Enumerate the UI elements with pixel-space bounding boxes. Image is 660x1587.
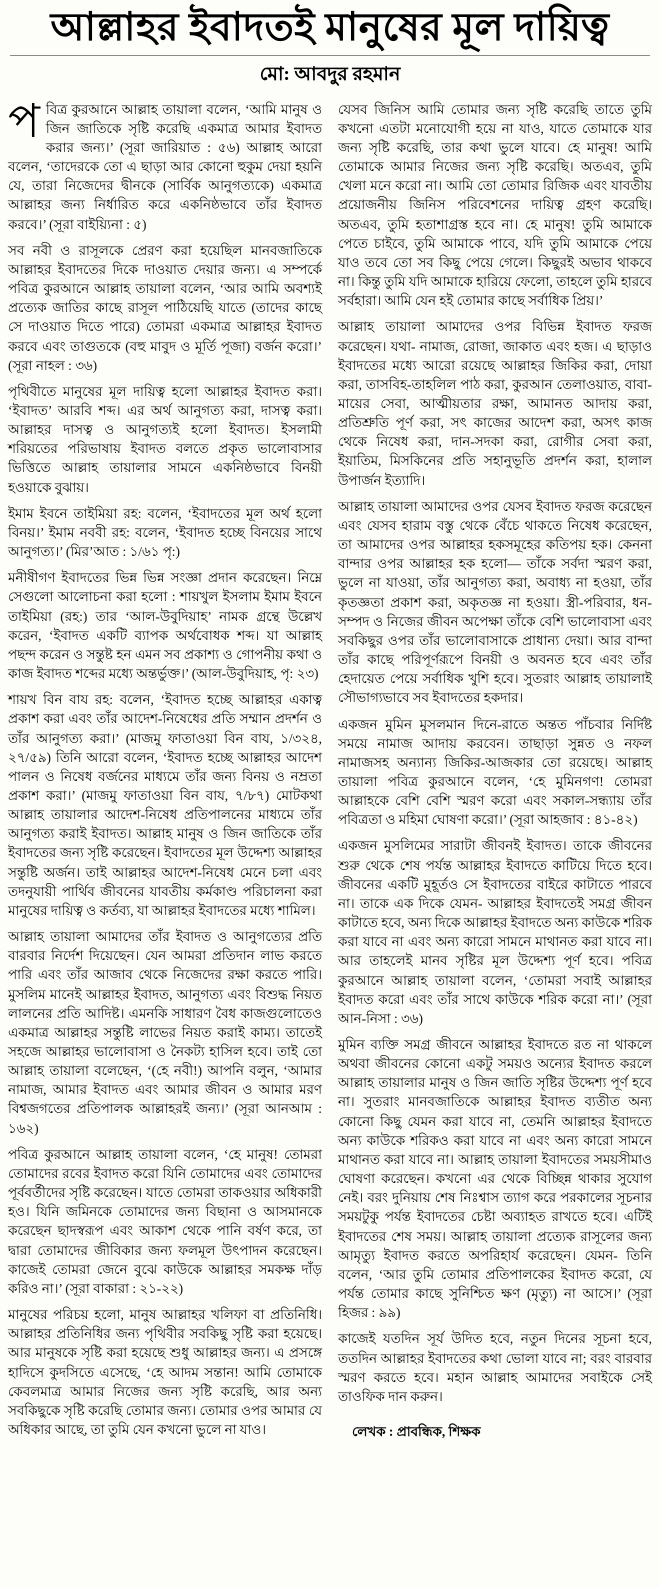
right-column: [338, 100, 652, 1441]
body-paragraph-text: ইমাম ইবনে তাইমিয়া রহ: বলেন, ‘ইবাদতের মূল অর্থ হলো বিনয়।’ ইমাম নববী রহ: বলেন, ‘ইবাদত হচ্ছে বিনয়ের সাথে আনুগত্য।’ (মির’আত : ১/৬১ পৃ:): [8, 505, 322, 560]
left-paragraph-list: [8, 241, 322, 1439]
body-paragraph-text: পবিত্র কুরআনে আল্লাহ তায়ালা বলেন, ‘হে মানুষ! তোমরা তোমাদের রবের ইবাদত করো যিনি তোমাদের এবং তোমাদের পূর্ববর্তীদের সৃষ্টি করেছেন। যাতে তোমরা তাকওয়ার অধিকারী হও। যিনি জমিনকে তোমাদের জন্য বিছানা ও আসমানকে করেছেন ছাদস্বরূপ এবং আকাশ থেকে পানি বর্ষণ করে, তা দ্বারা তোমাদের জীবিকার জন্য ফলমূল উৎপাদন করেছেন। কাজেই তোমরা জেনে বুঝে কাউকে আল্লাহর সমকক্ষ দাঁড় করিও না।’ (সূরা বাকারা : ২১-২২): [8, 1146, 322, 1296]
body-paragraph: [338, 715, 652, 830]
lead-paragraph-text: বিত্র কুরআনে আল্লাহ তায়ালা বলেন, ‘আমি মানুষ ও জিন জাতিকে সৃষ্টি করেছি একমাত্র আমার ইবাদত করার জন্য।’ (সূরা জারিয়াত : ৫৬) আল্লাহ আরো বলেন, ‘তাদেরকে তো এ ছাড়া আর কোনো হুকুম দেয়া হয়নি যে, তারা নিজেদের দ্বীনকে (সার্বিক আনুগত্যকে) একমাত্র আল্লাহর জন্য নির্ধারিত করে একনিষ্ঠভাবে তাঁর ইবাদত করবে।’ (সূরা বাইয়্যিনা : ৫): [8, 101, 322, 232]
body-paragraph-text: একজন মুসলিমের সারাটা জীবনই ইবাদত। তাকে জীবনের শুরু থেকে শেষ পর্যন্ত আল্লাহর ইবাদতে কাটিয়ে দিতে হবে। জীবনের একটি মুহূর্তও সে ইবাদতের বাইরে কাটাতে পারবে না। তাকে এক দিকে যেমন- আল্লাহর ইবাদতেই সমগ্র জীবন কাটাতে হবে, অন্য দিকে আল্লাহর ইবাদতে অন্য কাউকে শরিক করা যাবে না এবং অন্য কারো সামনে মাথানত করা যাবে না। আর তাহলেই মানব সৃষ্টির মূল উদ্দেশ্য পূর্ণ হবে। পবিত্র কুরআনে আল্লাহ তায়ালা বলেন, ‘তোমরা সবাই আল্লাহর ইবাদত করো এবং তাঁর সাথে কাউকে শরিক করো না।’ (সূরা আন-নিসা : ৩৬): [338, 838, 652, 1026]
title-divider: [10, 55, 650, 56]
body-paragraph: [338, 317, 652, 489]
left-column: [8, 95, 322, 1446]
article-title: আল্লাহর ইবাদতই মানুষের মূল দায়িত্ব: [50, 6, 610, 49]
body-paragraph: [8, 568, 322, 683]
body-paragraph: [8, 690, 322, 920]
body-paragraph: [338, 100, 652, 311]
body-paragraph: [338, 1329, 652, 1406]
writer-credit: লেখক : প্রাবন্ধিক, শিক্ষক: [352, 1423, 481, 1439]
body-paragraph: [8, 1145, 322, 1298]
body-paragraph-text: মুমিন ব্যক্তি সমগ্র জীবনে আল্লাহর ইবাদতে রত না থাকলে অথবা জীবনের কোনো একটু সময়ও অন্যের ইবাদত করলে আল্লাহ তায়ালার মানুষ ও জিন জাতি সৃষ্টির উদ্দেশ্য পূর্ণ হবে না। সুতরাং মানবজাতিকে আল্লাহর ইবাদত ব্যতীত অন্য কোনো কিছু যেমন করা যাবে না, তেমনি আল্লাহর ইবাদতে অন্য কাউকে শরিকও করা যাবে না এবং অন্য কারো সামনে মাথানত করা যাবে না। আল্লাহ তায়ালা ইবাদতের সময়সীমাও ঘোষণা করেছেন। কখনো এর থেকে বিচ্ছিন্ন থাকার সুযোগ নেই। বরং দুনিয়ায় শেষ নিঃশ্বাস ত্যাগ করে পরকালের সূচনার সময়টুকু পর্যন্ত ইবাদতের চেষ্টা অব্যাহত রাখতে হবে। এটিই ইবাদতের শেষ সময়। আল্লাহ তায়ালা প্রত্যেক রাসূলের জন্য আমৃত্যু ইবাদত করতে অপরিহার্য করেছেন। যেমন- তিনি বলেন, ‘আর তুমি তোমার প্রতিপালকের ইবাদত করো, যে পর্যন্ত তোমার কাছে সুনিশ্চিত ক্ষণ (মৃত্যু) না আসে।’ (সূরা হিজর : ৯৯): [338, 1037, 652, 1321]
body-paragraph-text: কাজেই যতদিন সূর্য উদিত হবে, নতুন দিনের সূচনা হবে, ততদিন আল্লাহর ইবাদতের কথা ভোলা যাবে না; বরং বারবার স্মরণ করতে হবে। মহান আল্লাহ আমাদের সবাইকে সেই তাওফিক দান করুন।: [338, 1331, 652, 1404]
body-paragraph-text: যেসব জিনিস আমি তোমার জন্য সৃষ্টি করেছি তাতে তুমি কখনো এতটা মনোযোগী হয়ে না যাও, যাতে তোমাকে যার জন্য সৃষ্টি করেছি, তার কথা ভুলে যাবে। হে মানুষ! আমি তোমাকে আমার নিজের জন্য সৃষ্টি করেছি। অতএব, তুমি খেলা মনে করো না। আমি তো তোমার রিজিক এবং যাবতীয় প্রয়োজনীয় জিনিস পরিবেশনের দায়িত্ব গ্রহণ করেছি। অতএব, তুমি হতাশাগ্রস্ত হবে না। হে মানুষ! তুমি আমাকে পেতে চাইবে, তুমি আমাকে পাবে, যদি তুমি আমাকে পেয়ে যাও তবে তো সব কিছু পেয়ে গেলে। কিছুরই অভাব থাকবে না। কিন্তু তুমি যদি আমাকে হারিয়ে ফেলো, তাহলে তুমি হারবে সর্বহারা। আমি যেন হই তোমার কাছে সর্বাধিক প্রিয়।’: [338, 101, 652, 309]
right-paragraph-list: [338, 100, 652, 1406]
body-paragraph: [338, 836, 652, 1028]
body-paragraph-text: শায়খ বিন বায রহ: বলেন, ‘ইবাদত হচ্ছে আল্লাহর একাত্ব প্রকাশ করা এবং তাঁর আদেশ-নিষেধের প্রতি সম্মান প্রদর্শন ও তাঁর আনুগত্য করা।’ (মাজমু ফাতাওয়া বিন বায, ১/৩২৪, ২৭/৫৯) তিনি আরো বলেন, ‘ইবাদত হচ্ছে আল্লাহর আদেশ পালন ও নিষেধ বর্জনের মাধ্যমে তাঁর জন্য বিনয় ও নম্রতা প্রকাশ করা।’ (মাজমু ফাতাওয়া বিন বায, ৭/৮৭) মোটকথা আল্লাহ তায়ালার আদেশ-নিষেধ প্রতিপালনের মাধ্যমে তাঁর আনুগত্য করাই ইবাদত। আল্লাহ মানুষ ও জিন জাতিকে তাঁর ইবাদতের জন্য সৃষ্টি করেছেন। ইবাদতের মূল উদ্দেশ্য আল্লাহর সন্তুষ্টি অর্জন। তাই আল্লাহর আদেশ-নিষেধ মেনে চলা এবং তদনুযায়ী পার্থিব জীবনের যাবতীয় কর্মকাণ্ড পরিচালনা করা মানুষের দায়িত্ব ও কর্তব্য, যা আল্লাহর ইবাদতের মধ্যে শামিল।: [8, 692, 322, 918]
article-body: [8, 95, 652, 1446]
body-paragraph: [8, 241, 322, 375]
body-paragraph: [338, 497, 652, 708]
body-paragraph: [8, 927, 322, 1138]
body-paragraph-text: আল্লাহ তায়ালা আমাদের তাঁর ইবাদত ও আনুগত্যের প্রতি বারবার নির্দেশ দিয়েছেন। যেন আমরা প্রতিদান লাভ করতে পারি এবং তাঁর আজাব থেকে নিজেদের রক্ষা করতে পারি। মুসলিম মানেই আল্লাহর ইবাদত, আনুগত্য এবং বিশুদ্ধ নিয়ত লালনের প্রতি আদিষ্ট। এমনকি সাধারণ বৈধ কাজগুলোতেও একমাত্র আল্লাহর সন্তুষ্টি লাভের নিয়ত করাই কাম্য। তাতেই সহজে আল্লাহর ভালোবাসা ও নৈকট্য হাসিল হবে। তাই তো আল্লাহ তায়ালা বলেছেন, ‘(হে নবী!) আপনি বলুন, ‘আমার নামাজ, আমার ইবাদত এবং আমার জীবন ও আমার মরণ বিশ্বজগতের প্রতিপালক আল্লাহরই জন্য।’ (সূরা আনআম : ১৬২): [8, 929, 322, 1136]
body-paragraph: [8, 1305, 322, 1439]
article-header: [8, 6, 652, 92]
body-paragraph: [8, 382, 322, 497]
drop-cap: প: [8, 95, 40, 148]
body-paragraph: [338, 1035, 652, 1322]
body-paragraph-text: একজন মুমিন মুসলমান দিনে-রাতে অন্তত পাঁচবার নির্দিষ্ট সময়ে নামাজ আদায় করবেন। তাছাড়া সুন্নত ও নফল নামাজসহ অন্যান্য জিকির-আজকার তো রয়েছে। আল্লাহ তায়ালা পবিত্র কুরআনে বলেন, ‘হে মুমিনগণ! তোমরা আল্লাহকে বেশি বেশি স্মরণ করো এবং সকাল-সন্ধ্যায় তাঁর পবিত্রতা ও মহিমা ঘোষণা করো।’ (সূরা আহজাব : ৪১-৪২): [338, 716, 652, 828]
lead-paragraph: [8, 95, 322, 234]
body-paragraph-text: আল্লাহ তায়ালা আমাদের ওপর বিভিন্ন ইবাদত ফরজ করেছেন। যথা- নামাজ, রোজা, জাকাত এবং হজ। এ ছাড়াও ইবাদতের মধ্যে আরো রয়েছে আল্লাহর জিকির করা, দোয়া করা, তাসবিহ-তাহলিল পাঠ করা, কুরআন তেলাওয়াত, বাবা-মায়ের সেবা, আত্মীয়তার রক্ষা, আমানত আদায় করা, প্রতিশ্রুতি পূর্ণ করা, সৎ কাজের আদেশ করা, অসৎ কাজ থেকে নিষেধ করা, দান-সদকা করা, রোগীর সেবা করা, ইয়াতিম, মিসকিনের প্রতি সহানুভূতি প্রদর্শন করা, হালাল উপার্জন ইত্যাদি।: [338, 319, 652, 488]
body-paragraph-text: পৃথিবীতে মানুষের মূল দায়িত্ব হলো আল্লাহর ইবাদত করা। ‘ইবাদত’ আরবি শব্দ। এর অর্থ আনুগত্য করা, দাসত্ব করা। আল্লাহর দাসত্ব ও আনুগত্যই হলো ইবাদত। ইসলামী শরিয়তের পরিভাষায় ইবাদত বলতে প্রকৃত ভালোবাসার ভিত্তিতে আল্লাহ তায়ালার সামনে একনিষ্ঠভাবে বিনয়ী হওয়াকে বুঝায়।: [8, 383, 322, 495]
body-paragraph-text: মনীষীগণ ইবাদতের ভিন্ন ভিন্ন সংজ্ঞা প্রদান করেছেন। নিম্নে সেগুলো আলোচনা করা হলো : শায়খুল ইসলাম ইমাম ইবনে তাইমিয়া (রহ:) তার ‘আল-উবুদিয়াহ’ নামক গ্রন্থে উল্লেখ করেন, ‘ইবাদত একটি ব্যাপক অর্থবোধক শব্দ। যা আল্লাহ পছন্দ করেন ও সন্তুষ্ট হন এমন সব প্রকাশ্য ও গোপনীয় কথা ও কাজ ইবাদত শব্দের মধ্যে অন্তর্ভুক্ত।’ (আল-উবুদিয়াহ, পৃ: ২৩): [8, 570, 322, 682]
body-paragraph: [8, 504, 322, 561]
body-paragraph-text: সব নবী ও রাসূলকে প্রেরণ করা হয়েছিল মানবজাতিকে আল্লাহর ইবাদতের দিকে দাওয়াত দেয়ার জন্য। এ সম্পর্কে পবিত্র কুরআনে আল্লাহ তায়ালা বলেন, ‘আর আমি অবশ্যই প্রত্যেক জাতির কাছে রাসূল পাঠিয়েছি যাতে (তাদের কাছে সে দাওয়াত দিতে পারে) তোমরা একমাত্র আল্লাহর ইবাদত করবে এবং তাগুতকে (বহু মাবুদ ও মূর্তি পূজা) বর্জন করো।’ (সূরা নাহল : ৩৬): [8, 242, 322, 373]
body-paragraph-text: মানুষের পরিচয় হলো, মানুষ আল্লাহর খলিফা বা প্রতিনিধি। আল্লাহর প্রতিনিধির জন্য পৃথিবীর সবকিছু সৃষ্টি করা হয়েছে। আর মানুষকে সৃষ্টি করা হয়েছে শুধু আল্লাহর জন্য। এ প্রসঙ্গে হাদিসে কুদসিতে এসেছে, ‘হে আদম সন্তান! আমি তোমাকে কেবলমাত্র আমার নিজের জন্য সৃষ্টি করেছি, আর অন্য সবকিছুকে সৃষ্টি করেছি তোমার জন্য। তোমার ওপর আমার যে অধিকার আছে, তা তুমি যেন কখনো ভুলে না যাও।: [8, 1307, 322, 1437]
article-author: মো: আবদুর রহমান: [259, 63, 401, 85]
body-paragraph-text: আল্লাহ তায়ালা আমাদের ওপর যেসব ইবাদত ফরজ করেছেন এবং যেসব হারাম বস্তু থেকে বেঁচে থাকতে নিষেধ করেছেন, তা আমাদের ওপর আল্লাহর হকসমূহের কতিপয় হক। কেননা বান্দার ওপর আল্লাহর হক হলো— তাঁকে সর্বদা স্মরণ করা, ভুলে না যাওয়া, তাঁর আনুগত্য করা, অবাধ্য না হওয়া, তাঁর কৃতজ্ঞতা প্রকাশ করা, অকৃতজ্ঞ না হওয়া। স্ত্রী-পরিবার, ধন-সম্পদ ও নিজের জীবন অপেক্ষা তাঁকে বেশি ভালোবাসা এবং সবকিছুর ওপর তাঁর ভালোবাসাকে প্রাধান্য দেয়া। আর বান্দা তাঁর কাছে পরিপূর্ণরূপে বিনয়ী ও অবনত হবে এবং তাঁর হেদায়েত পেয়ে সর্বাধিক খুশি হবে। সুতরাং আল্লাহ তায়ালাই সৌভাগ্যভাবে সব ইবাদতের হকদার।: [338, 498, 652, 706]
